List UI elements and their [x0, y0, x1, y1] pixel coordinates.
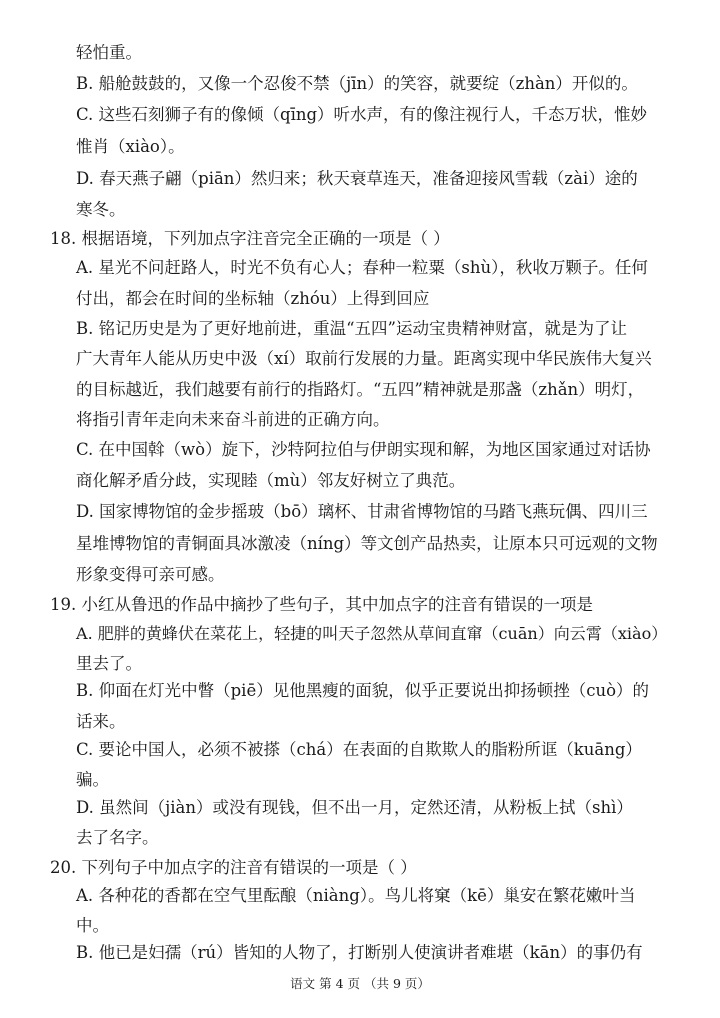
text-line: B. 他已是妇孺（rú）皆知的人物了，打断别人使演讲者难堪（kān）的事仍有 [76, 943, 643, 962]
text-line: C. 要论中国人，必须不被搽（chá）在表面的自欺欺人的脂粉所诓（kuāng） [76, 740, 642, 759]
question-heading: 18. 根据语境，下列加点字注音完全正确的一项是（ ） [50, 229, 450, 248]
text-line: D. 虽然间（jiàn）或没有现钱，但不出一月，定然还清，从粉板上拭（shì） [76, 798, 633, 817]
text-line: 寒冬。 [76, 200, 126, 219]
text-line: B. 铭记历史是为了更好地前进，重温“五四”运动宝贵精神财富，就是为了让 [76, 319, 627, 338]
text-line: 骗。 [76, 770, 109, 789]
text-line: 去了名字。 [76, 828, 159, 847]
text-line: 里去了。 [76, 654, 142, 673]
text-line: 付出，都会在时间的坐标轴（zhóu）上得到回应 [76, 289, 430, 308]
text-line: C. 在中国斡（wò）旋下，沙特阿拉伯与伊朗实现和解，为地区国家通过对话协 [76, 440, 651, 459]
text-line: A. 各种花的香都在空气里酝酿（niàng）。鸟儿将窠（kē）巢安在繁花嫩叶当 [76, 886, 636, 905]
text-line: 惟肖（xiào）。 [76, 137, 185, 156]
page-footer: 语文 第 4 页 （共 9 页） [290, 976, 430, 991]
text-line: 将指引青年走向未来奋斗前进的正确方向。 [76, 410, 390, 429]
question-heading: 19. 小红从鲁迅的作品中摘抄了些句子，其中加点字的注音有错误的一项是 [50, 595, 593, 614]
text-line: 中。 [76, 916, 109, 935]
text-line: 话来。 [76, 712, 126, 731]
text-line: 形象变得可亲可感。 [76, 565, 225, 584]
text-line: B. 船舱鼓鼓的，又像一个忍俊不禁（jīn）的笑容，就要绽（zhàn）开似的。 [76, 74, 638, 93]
text-line: 星堆博物馆的青铜面具冰激凌（níng）等文创产品热卖，让原本只可远观的文物 [76, 534, 658, 553]
text-line: 广大青年人能从历史中汲（xí）取前行发展的力量。距离实现中华民族伟大复兴 [76, 349, 652, 368]
text-line: A. 星光不问赶路人，时光不负有心人；春种一粒粟（shù），秋收万颗子。任何 [76, 258, 648, 277]
text-line: C. 这些石刻狮子有的像倾（qīng）听水声，有的像注视行人，千态万状，惟妙 [76, 105, 648, 124]
question-heading: 20. 下列句子中加点字的注音有错误的一项是（ ） [50, 858, 417, 877]
text-line: D. 春天燕子翩（piān）然归来；秋天衰草连天，准备迎接风雪载（zài）途的 [76, 169, 638, 188]
text-line: A. 肥胖的黄蜂伏在菜花上，轻捷的叫天子忽然从草间直窜（cuān）向云霄（xiào） [76, 624, 668, 643]
text-line: 的目标越近，我们越要有前行的指路灯。“五四”精神就是那盏（zhǎn）明灯， [76, 380, 645, 399]
text-line: D. 国家博物馆的金步摇玻（bō）璃杯、甘肃省博物馆的马踏飞燕玩偶、四川三 [76, 502, 648, 521]
text-line: B. 仰面在灯光中瞥（piē）见他黑瘦的面貌，似乎正要说出抑扬顿挫（cuò）的 [76, 681, 650, 700]
text-line: 商化解矛盾分歧，实现睦（mù）邻友好树立了典范。 [76, 471, 466, 490]
text-line: 轻怕重。 [76, 43, 142, 62]
